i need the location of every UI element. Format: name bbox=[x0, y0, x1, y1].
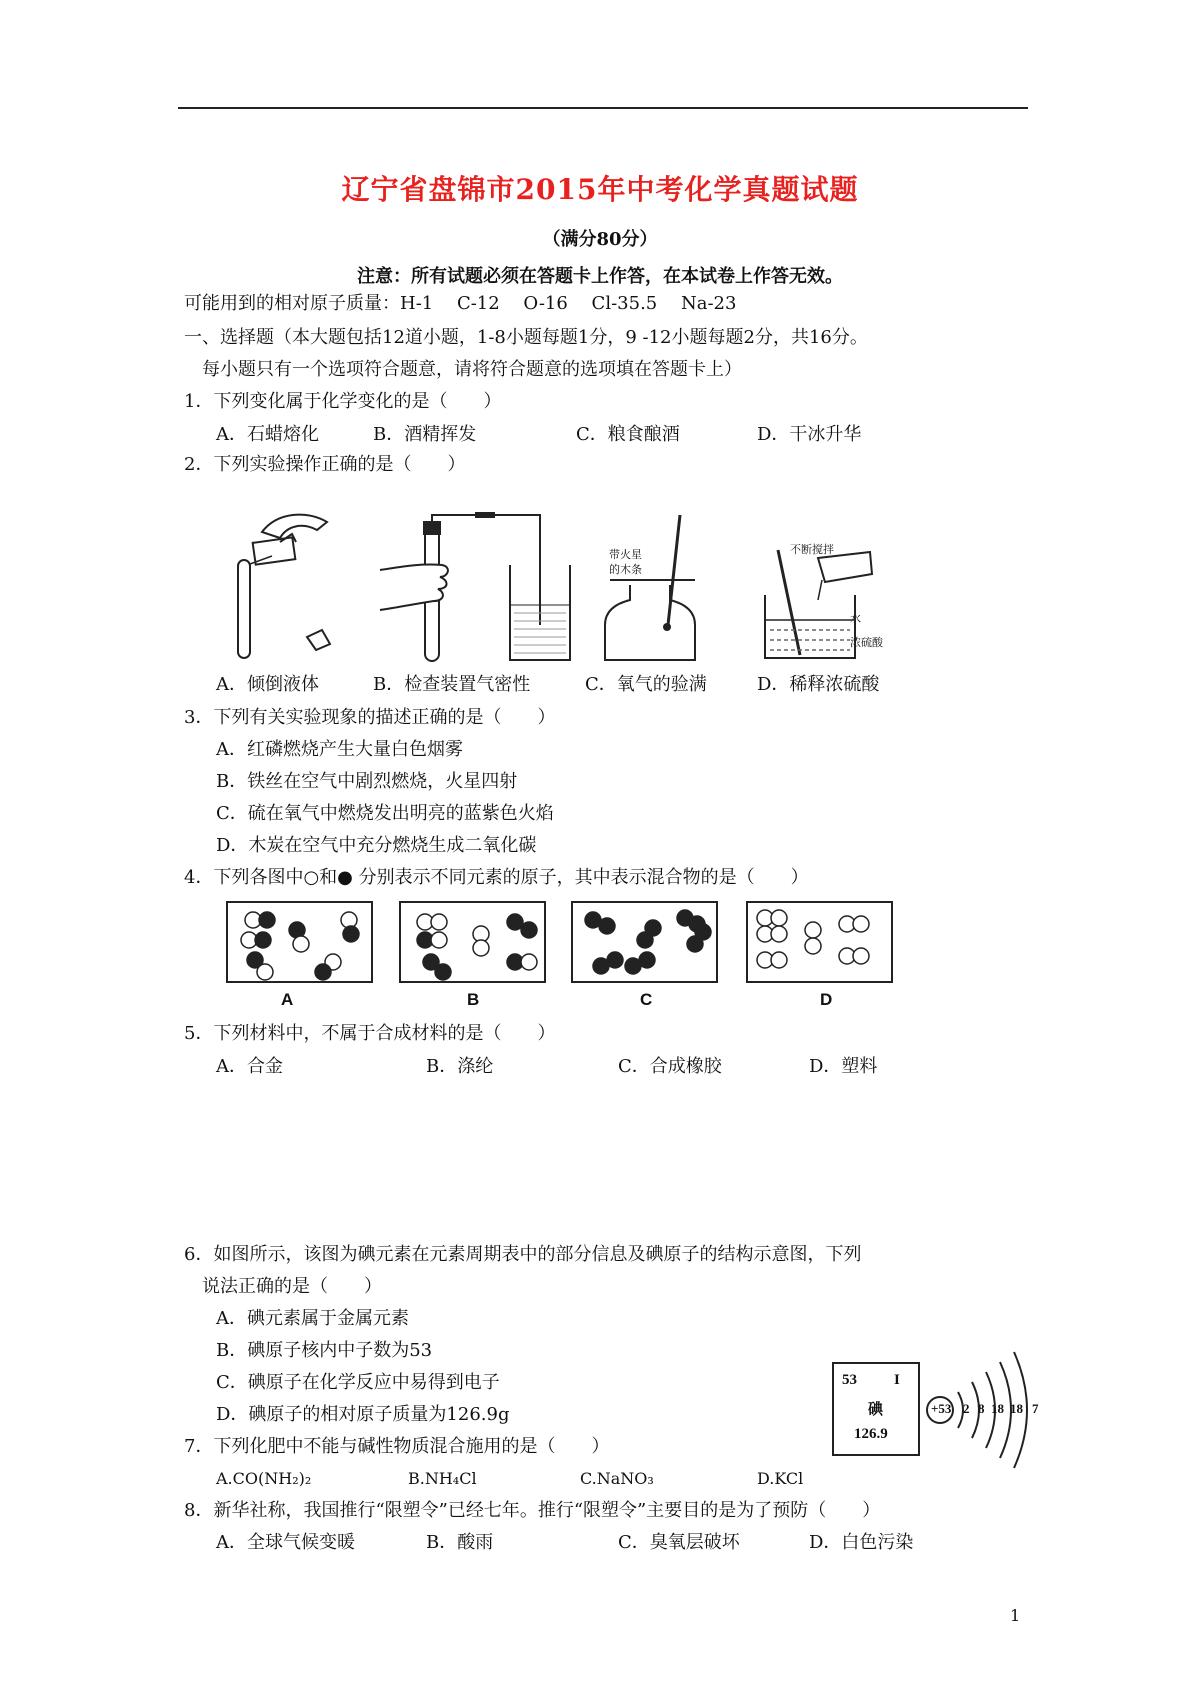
section1-line1: 一、选择题（本大题包括12道小题，1-8小题每题1分，9 -12小题每题2分，共16分。 bbox=[184, 327, 868, 348]
atomic-masses: 可能用到的相对原子质量：H-1 C-12 O-16 Cl-35.5 Na-23 bbox=[184, 293, 737, 314]
q2-option-a: A．倾倒液体 bbox=[216, 674, 319, 695]
q5-option-c: C．合成橡胶 bbox=[618, 1056, 722, 1077]
q5-option-b: B．涤纶 bbox=[426, 1056, 494, 1077]
pouring-liquid-figure bbox=[232, 512, 352, 662]
q1-option-b: B．酒精挥发 bbox=[373, 424, 477, 445]
q3-option-b: B．铁丝在空气中剧烈燃烧，火星四射 bbox=[216, 771, 518, 792]
dilute-acid-figure bbox=[760, 540, 880, 660]
q8-option-c: C．臭氧层破坏 bbox=[618, 1532, 740, 1553]
q5-option-a: A．合金 bbox=[216, 1056, 283, 1077]
q6-stem-line2: 说法正确的是（ ） bbox=[202, 1276, 382, 1297]
q7-option-d: D.KCl bbox=[757, 1469, 804, 1488]
element-symbol: I bbox=[894, 1372, 900, 1388]
splint-label-1: 带火星 bbox=[609, 548, 642, 561]
shell-3: 18 bbox=[991, 1401, 1004, 1416]
q5-option-d: D．塑料 bbox=[809, 1056, 878, 1077]
page-number: 1 bbox=[1010, 1606, 1021, 1625]
page-title: 辽宁省盘锦市2015年中考化学真题试题 bbox=[341, 173, 859, 206]
q7-option-c: C.NaNO₃ bbox=[580, 1469, 654, 1488]
q2-option-b: B．检查装置气密性 bbox=[373, 674, 531, 695]
q4-stem: 4．下列各图中○和● 分别表示不同元素的原子，其中表示混合物的是（ ） bbox=[184, 867, 809, 888]
atomic-mass: 126.9 bbox=[854, 1426, 888, 1442]
box-label-d: D bbox=[820, 990, 833, 1009]
q1-option-c: C．粮食酿酒 bbox=[576, 424, 680, 445]
notice: 注意：所有试题必须在答题卡上作答，在本试卷上作答无效。 bbox=[357, 266, 843, 287]
q5-stem: 5．下列材料中，不属于合成材料的是（ ） bbox=[184, 1023, 556, 1044]
water-label: 水 bbox=[850, 612, 861, 625]
box-label-b: B bbox=[467, 990, 480, 1009]
q8-option-b: B．酸雨 bbox=[426, 1532, 494, 1553]
score-note: （满分80分） bbox=[542, 229, 658, 250]
splint-label-2: 的木条 bbox=[609, 563, 642, 576]
element-name: 碘 bbox=[868, 1402, 884, 1418]
header-rule bbox=[178, 107, 1028, 109]
q2-option-c: C．氧气的验满 bbox=[585, 674, 707, 695]
q7-option-b: B.NH₄Cl bbox=[408, 1469, 477, 1488]
shell-1: 2 bbox=[963, 1401, 970, 1416]
box-label-a: A bbox=[281, 990, 294, 1009]
q3-option-d: D．木炭在空气中充分燃烧生成二氧化碳 bbox=[216, 835, 537, 856]
q6-option-a: A．碘元素属于金属元素 bbox=[216, 1308, 409, 1329]
acid-label: 浓硫酸 bbox=[850, 636, 883, 649]
q3-option-c: C．硫在氧气中燃烧发出明亮的蓝紫色火焰 bbox=[216, 803, 554, 824]
shell-2: 8 bbox=[978, 1401, 985, 1416]
q7-option-a: A.CO(NH₂)₂ bbox=[216, 1469, 312, 1488]
q6-option-d: D．碘原子的相对原子质量为126.9g bbox=[216, 1404, 510, 1425]
q6-option-b: B．碘原子核内中子数为53 bbox=[216, 1340, 433, 1361]
q2-option-d: D．稀释浓硫酸 bbox=[757, 674, 880, 695]
q1-stem: 1．下列变化属于化学变化的是（ ） bbox=[184, 391, 502, 412]
airtightness-check-figure bbox=[380, 515, 580, 665]
q3-option-a: A．红磷燃烧产生大量白色烟雾 bbox=[216, 739, 463, 760]
q7-stem: 7．下列化肥中不能与碱性物质混合施用的是（ ） bbox=[184, 1436, 610, 1457]
q6-stem-line1: 6．如图所示，该图为碘元素在元素周期表中的部分信息及碘原子的结构示意图，下列 bbox=[184, 1244, 862, 1265]
atomic-number: 53 bbox=[842, 1372, 857, 1388]
section1-line2: 每小题只有一个选项符合题意，请将符合题意的选项填在答题卡上） bbox=[202, 359, 742, 380]
box-label-c: C bbox=[640, 990, 653, 1009]
q8-option-a: A．全球气候变暖 bbox=[216, 1532, 355, 1553]
q8-option-d: D．白色污染 bbox=[809, 1532, 914, 1553]
q3-stem: 3．下列有关实验现象的描述正确的是（ ） bbox=[184, 707, 556, 728]
iodine-element-card bbox=[832, 1362, 920, 1456]
oxygen-test-figure bbox=[600, 515, 720, 665]
shell-4: 18 bbox=[1010, 1401, 1023, 1416]
shell-5: 7 bbox=[1032, 1401, 1039, 1416]
q1-option-a: A．石蜡熔化 bbox=[216, 424, 319, 445]
nucleus-charge: +53 bbox=[931, 1401, 952, 1416]
q1-option-d: D．干冰升华 bbox=[757, 424, 862, 445]
q2-stem: 2．下列实验操作正确的是（ ） bbox=[184, 454, 466, 475]
molecule-diagrams bbox=[225, 900, 905, 984]
q8-stem: 8．新华社称，我国推行“限塑令”已经七年。推行“限塑令”主要目的是为了预防（ ） bbox=[184, 1500, 881, 1521]
q6-option-c: C．碘原子在化学反应中易得到电子 bbox=[216, 1372, 500, 1393]
stir-label: 不断搅拌 bbox=[790, 543, 834, 556]
